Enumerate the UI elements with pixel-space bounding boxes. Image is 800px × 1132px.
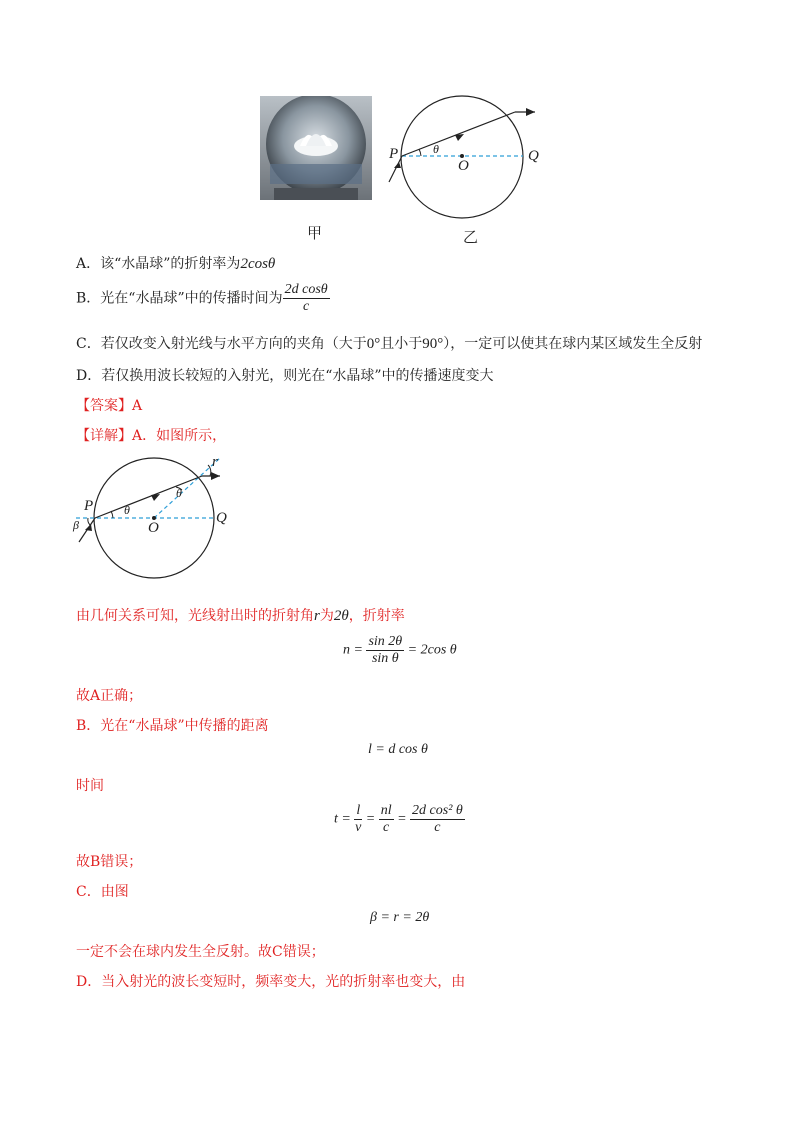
detail-intro: A．如图所示， (132, 428, 227, 444)
explanation-line4: 时间 (76, 778, 104, 794)
equation-time (334, 803, 465, 836)
eq3-f1-den: v (355, 820, 362, 835)
eq3-fraction-1 (354, 803, 362, 836)
eq1-rhs: = 2cos θ (407, 642, 457, 658)
label-o: O (458, 158, 469, 174)
eq1-fraction (366, 634, 404, 667)
option-b-num: 2d cosθ (284, 282, 328, 297)
option-a-text: A．该“水晶球”的折射率为 (76, 256, 241, 272)
eq3-f3-den: c (434, 820, 441, 835)
eq3-fraction-2 (379, 803, 394, 836)
eq3-f1-num: l (356, 803, 361, 818)
expl-line1-mid: 为 (319, 608, 334, 624)
explanation-line7: 一定不会在球内发生全反射。故C错误； (76, 944, 325, 960)
label-p: P (389, 146, 399, 162)
explanation-line6: C．由图 (76, 884, 129, 900)
option-a-math: 2cosθ (240, 256, 276, 272)
option-c-text-2: 且小于 (380, 336, 423, 352)
option-d: D．若仅换用波长较短的入射光，则光在“水晶球”中的传播速度变大 (76, 368, 494, 384)
label-yi: 乙 (463, 228, 479, 246)
answer-line (76, 396, 142, 416)
eq3-f2-den: c (383, 820, 390, 835)
eq3-equals-2: = (397, 811, 407, 827)
option-a (76, 254, 275, 274)
equation-beta: β = r = 2θ (370, 910, 430, 925)
answer-value: A (132, 398, 143, 414)
expl-line1-math: 2θ (333, 608, 349, 624)
detail-label-p: P (84, 498, 94, 514)
option-b-den: c (303, 299, 310, 314)
label-jia: 甲 (307, 224, 323, 242)
eq1-num: sin 2θ (368, 634, 403, 649)
eq3-f3-num: 2d cos² θ (412, 803, 463, 818)
equation-refractive-index (343, 634, 457, 667)
expl-line1-text: 由几何关系可知，光线射出时的折射角 (76, 608, 314, 624)
option-c-text-1: C．若仅改变入射光线与水平方向的夹角（大于 (76, 336, 367, 352)
detail-label-theta1: θ (124, 503, 130, 517)
detail-label-r: r (212, 454, 218, 470)
explanation-line3: B．光在“水晶球”中传播的距离 (76, 718, 269, 734)
eq3-equals-1: = (365, 811, 376, 827)
detail-label-theta2: θ (176, 486, 182, 500)
option-b-fraction (283, 282, 330, 315)
explanation-line5: 故B错误； (76, 854, 143, 870)
detail-line (76, 426, 226, 446)
eq3-f2-num: nl (380, 803, 392, 818)
option-c-math-2: 90° (422, 336, 444, 352)
explanation-line2: 故A正确； (76, 688, 143, 704)
expl-line1-end: ，折射率 (348, 608, 405, 624)
option-b (76, 282, 330, 315)
detail-label-o: O (148, 520, 159, 536)
equation-distance: l = d cos θ (368, 742, 428, 757)
detail-bracket: 【详解】 (76, 428, 132, 444)
answer-bracket: 【答案】 (76, 398, 132, 414)
label-theta: θ (433, 142, 439, 156)
detail-label-q: Q (216, 510, 227, 526)
diagram-yi (385, 94, 545, 224)
option-c-math-1: 0° (366, 336, 381, 352)
explanation-line1 (76, 606, 405, 626)
detail-label-beta: β (73, 518, 79, 532)
diagram-detail (70, 452, 250, 580)
option-c (76, 334, 702, 354)
eq3-lhs: t = (334, 811, 351, 827)
crystal-ball-photo (260, 96, 372, 200)
eq3-fraction-3 (410, 803, 465, 836)
expl-line1-r: r (314, 608, 320, 624)
option-b-text: B．光在“水晶球”中的传播时间为 (76, 290, 283, 307)
eq1-den: sin θ (371, 651, 399, 666)
option-c-text-3: ），一定可以使其在球内某区域发生全反射 (443, 336, 703, 352)
eq1-lhs: n = (343, 642, 363, 658)
explanation-line8: D．当入射光的波长变短时，频率变大，光的折射率也变大，由 (76, 974, 466, 990)
label-q: Q (528, 148, 539, 164)
